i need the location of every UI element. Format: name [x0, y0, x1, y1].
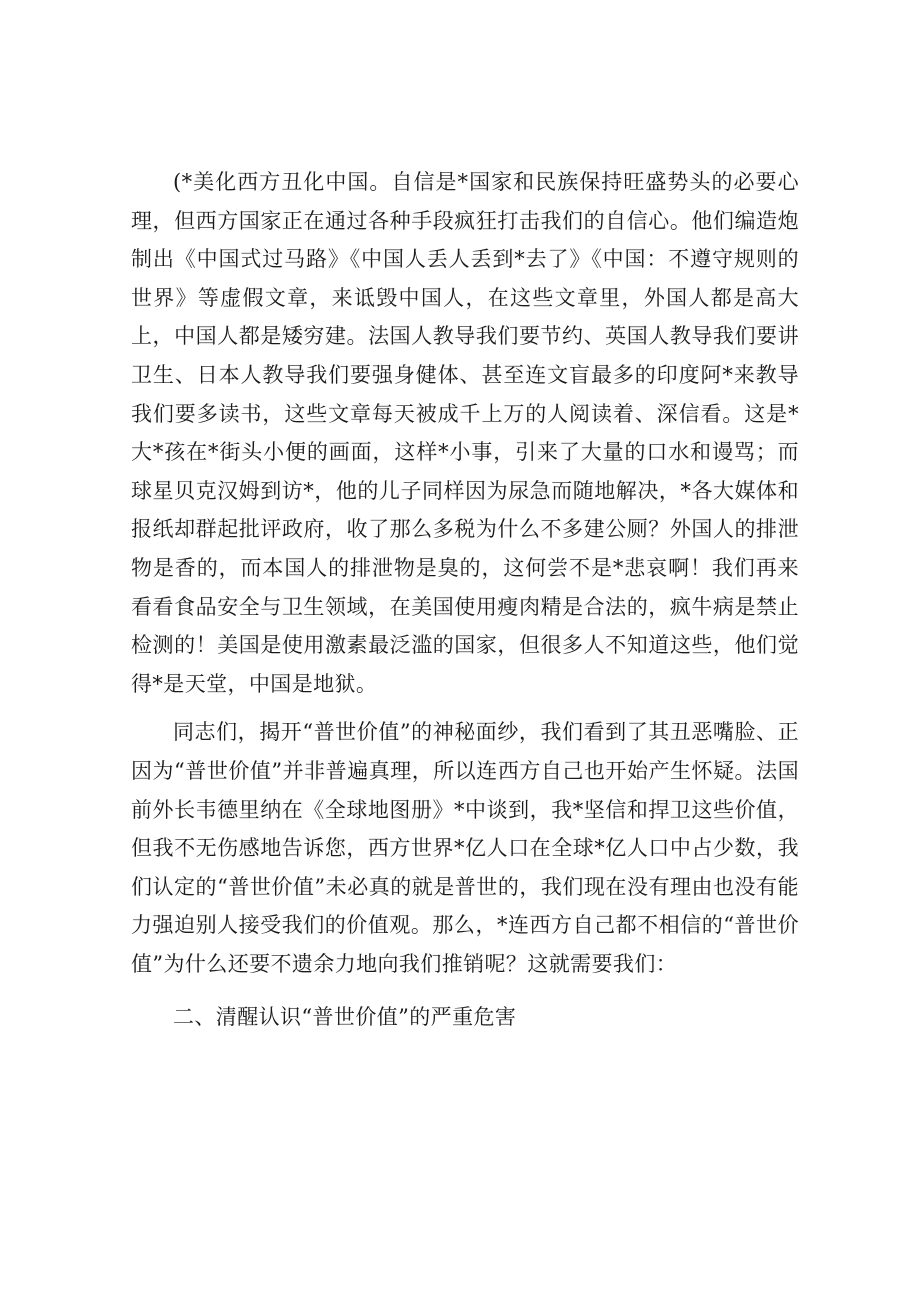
- paragraph-western-beautification: (*美化西方丑化中国。自信是*国家和民族保持旺盛势头的必要心理，但西方国家正在通过各种手段疯狂打击我们的自信心。他们编造炮制出《中国式过马路》《中国人丢人丢到*去了》《中国：不遵守规则的世界》等虚假文章，来诋毁中国人，在这些文章里，外国人都是高大上，中国人都是矮穷建。法国人教导我们要节约、英国人教导我们要讲卫生、日本人教导我们要强身健体、甚至连文盲最多的印度阿*来教导我们要多读书，这些文章每天被成千上万的人阅读着、深信看。这是*大*孩在*街头小便的画面，这样*小事，引来了大量的口水和谩骂；而球星贝克汉姆到访*，他的儿子同样因为尿急而随地解决，*各大媒体和报纸却群起批评政府，收了那么多税为什么不多建公厕？外国人的排泄物是香的，而本国人的排泄物是臭的，这何尝不是*悲哀啊！我们再来看看食品安全与卫生领域，在美国使用瘦肉精是合法的，疯牛病是禁止检测的！美国是使用激素最泛滥的国家，但很多人不知道这些，他们觉得*是天堂，中国是地狱。: [131, 170, 799, 696]
- section-heading: 二、清醒认识“普世价值”的严重危害: [173, 1005, 517, 1030]
- paragraph-universal-values: 同志们，揭开“普世价值”的神秘面纱，我们看到了其丑恶嘴脸、正因为“普世价值”并非普遍真理，所以连西方自己也开始产生怀疑。法国前外长韦德里纳在《全球地图册》*中谈到，我*坚信和捍卫这些价值，但我不无伤感地告诉您，西方世界*亿人口在全球*亿人口中占少数，我们认定的“普世价值”未必真的就是普世的，我们现在没有理由也没有能力强迫别人接受我们的价值观。那么，*连西方自己都不相信的“普世价值”为什么还要不遗余力地向我们推销呢？这就需要我们：: [131, 720, 799, 976]
- document-body: [131, 163, 799, 1037]
